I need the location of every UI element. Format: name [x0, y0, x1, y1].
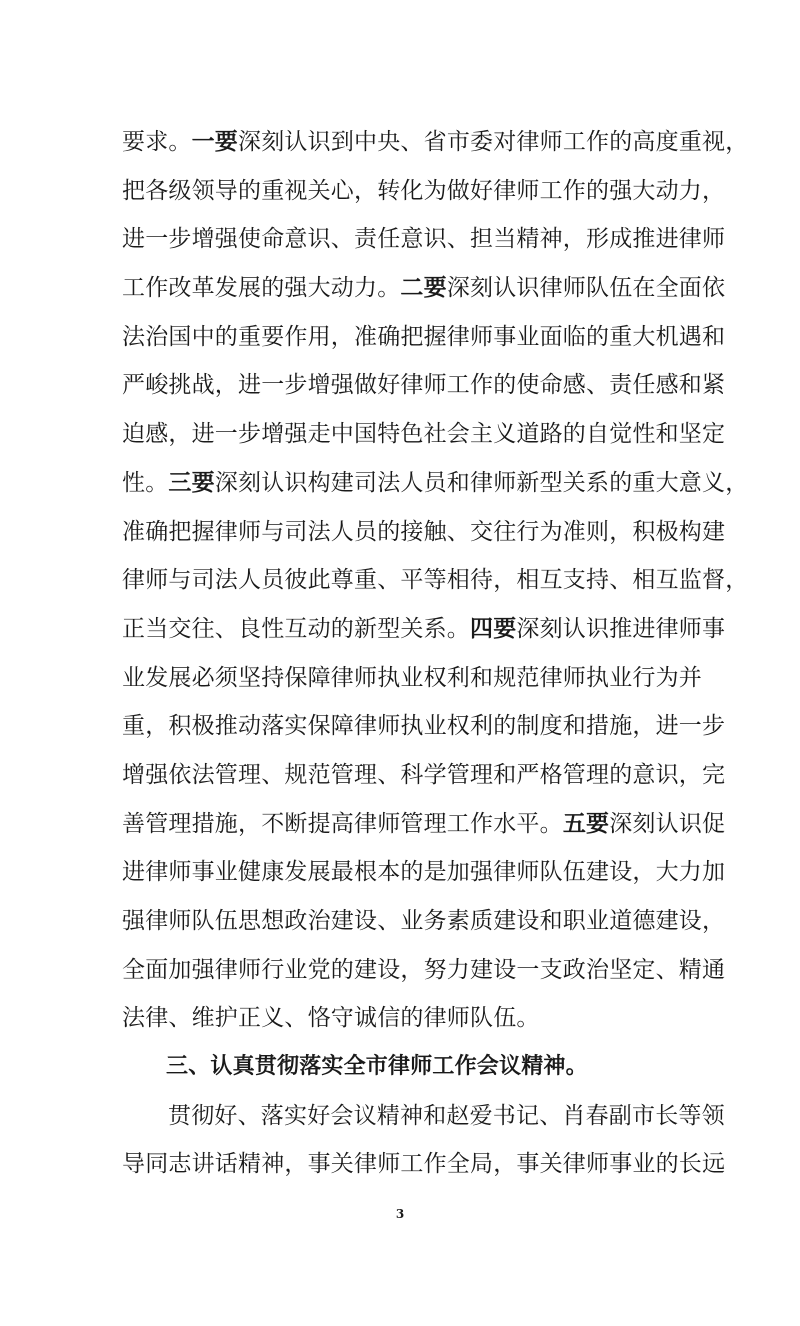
- paragraph-line: 贯彻好、落实好会议精神和赵爱书记、肖春副市长等领: [168, 1102, 725, 1129]
- text-run: 全面加强律师行业党的建设，努力建设一支政治坚定、精通: [122, 956, 726, 983]
- text-line: [122, 751, 726, 800]
- text-line: [122, 118, 749, 167]
- document-body: [122, 118, 749, 1189]
- text-line: [122, 410, 726, 459]
- text-line: [122, 848, 726, 897]
- text-run: 重，积极推动落实保障律师执业权利的制度和措施，进一步: [122, 713, 726, 740]
- text-run: 严峻挑战，进一步增强做好律师工作的使命感、责任感和紧: [122, 372, 726, 399]
- text-run: 深刻认识促: [609, 810, 726, 837]
- page-number: 3: [395, 1207, 405, 1221]
- text-line: [122, 946, 726, 995]
- text-run: 性。: [122, 469, 169, 496]
- text-line: [122, 313, 726, 362]
- text-line: [122, 556, 749, 605]
- text-run: 深刻认识律师队伍在全面依: [446, 275, 726, 302]
- emphasis-run: 三要: [168, 469, 215, 496]
- text-line: [122, 459, 749, 508]
- text-line: [122, 167, 726, 216]
- text-run: 迫感，进一步增强走中国特色社会主义道路的自觉性和坚定: [122, 421, 726, 448]
- text-run: 增强依法管理、规范管理、科学管理和严格管理的意识，完: [122, 761, 726, 788]
- text-run: 深刻认识推进律师事: [516, 615, 726, 642]
- text-line: [122, 361, 726, 410]
- text-run: 深刻认识到中央、省市委对律师工作的高度重视，: [238, 129, 749, 155]
- text-run: 业发展必须坚持保障律师执业权利和规范律师执业行为并: [122, 664, 702, 691]
- text-run: 准确把握律师与司法人员的接触、交往行为准则，积极构建: [122, 518, 726, 545]
- text-run: 把各级领导的重视关心，转化为做好律师工作的强大动力，: [122, 177, 726, 204]
- text-run: 深刻认识构建司法人员和律师新型关系的重大意义，: [214, 469, 749, 496]
- text-line: [122, 605, 726, 654]
- text-run: 进律师事业健康发展最根本的是加强律师队伍建设，大力加: [122, 859, 726, 886]
- text-line: [122, 702, 726, 751]
- text-line: [122, 508, 726, 557]
- text-run: 工作改革发展的强大动力。: [122, 275, 401, 302]
- text-run: 进一步增强使命意识、责任意识、担当精神，形成推进律师: [122, 226, 726, 253]
- text-line: [122, 897, 726, 946]
- paragraph-line: 导同志讲话精神，事关律师工作全局，事关律师事业的长远: [122, 1151, 726, 1178]
- text-line: [122, 264, 726, 313]
- text-run: 善管理措施，不断提高律师管理工作水平。: [122, 810, 563, 837]
- text-run: 正当交往、良性互动的新型关系。: [122, 615, 470, 642]
- text-run: 法律、维护正义、恪守诚信的律师队伍。: [122, 1005, 540, 1032]
- text-line: [122, 994, 692, 1043]
- text-run: 强律师队伍思想政治建设、业务素质建设和职业道德建设，: [122, 908, 726, 934]
- text-line: [122, 654, 702, 703]
- emphasis-run: 一要: [191, 129, 239, 155]
- text-line: [122, 215, 726, 264]
- text-run: 律师与司法人员彼此尊重、平等相待，相互支持、相互监督，: [122, 567, 749, 594]
- text-run: 要求。: [122, 129, 192, 155]
- text-run: 法治国中的重要作用，准确把握律师事业面临的重大机遇和: [122, 323, 726, 350]
- section-heading: 三、认真贯彻落实全市律师工作会议精神。: [166, 1054, 588, 1080]
- text-line: [122, 800, 726, 849]
- emphasis-run: 四要: [470, 615, 517, 642]
- emphasis-run: 二要: [400, 275, 447, 302]
- emphasis-run: 五要: [562, 810, 610, 837]
